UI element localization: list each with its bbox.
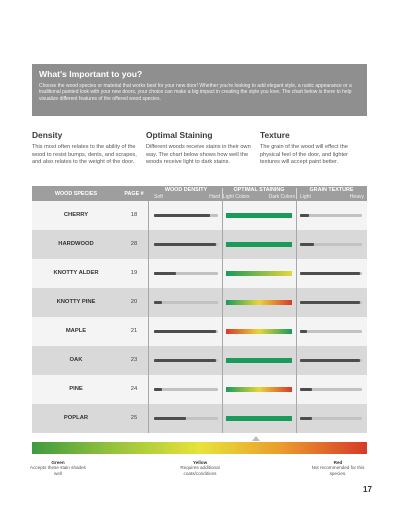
legend-yellow — [170, 460, 230, 476]
density-bar-fill — [154, 417, 186, 420]
density-bar-fill — [154, 243, 216, 246]
table-body — [32, 201, 367, 433]
column-divider — [296, 346, 297, 375]
texture-bar-track — [300, 359, 362, 362]
density-bar-track — [154, 359, 218, 362]
header-texture: GRAIN TEXTURE — [309, 187, 354, 193]
column-divider — [148, 259, 149, 288]
density-bar-track — [154, 330, 218, 333]
staining-bar — [226, 213, 292, 218]
species-name: HARDWOOD — [58, 241, 94, 247]
legend-pointer — [252, 436, 260, 441]
species-page: 23 — [130, 357, 138, 363]
staining-bar — [226, 329, 292, 334]
species-page: 21 — [130, 328, 138, 334]
header-page: PAGE # — [124, 191, 144, 197]
column-divider — [296, 317, 297, 346]
column-divider — [222, 230, 223, 259]
column-divider — [296, 259, 297, 288]
header-texture-high: Heavy — [349, 194, 364, 200]
texture-bar-fill — [300, 359, 360, 362]
column-divider — [296, 375, 297, 404]
legend-yellow-desc: Requires additional coats/conditions — [180, 465, 220, 476]
staining-text: Different woods receive stains in their own way. The chart below shows how well the woods receive light to dark stains. — [146, 144, 251, 166]
column-divider — [148, 375, 149, 404]
species-page: 18 — [130, 212, 138, 218]
species-name: KNOTTY PINE — [56, 299, 96, 305]
staining-bar — [226, 416, 292, 421]
legend-red-label: Red — [333, 460, 343, 465]
feature-columns — [32, 130, 372, 178]
density-bar-track — [154, 214, 218, 217]
column-divider — [222, 201, 223, 230]
species-page: 28 — [130, 241, 138, 247]
species-page: 20 — [130, 299, 138, 305]
texture-bar-fill — [300, 301, 360, 304]
species-name: MAPLE — [65, 328, 87, 334]
header-density-low: Soft — [154, 194, 163, 200]
wood-species-table — [32, 186, 367, 433]
column-divider — [222, 259, 223, 288]
column-divider — [296, 404, 297, 433]
column-divider — [296, 288, 297, 317]
species-page: 19 — [130, 270, 138, 276]
species-page: 24 — [130, 386, 138, 392]
legend-green — [28, 460, 88, 476]
intro-title: What's Important to you? — [39, 69, 143, 79]
column-divider — [148, 317, 149, 346]
texture-bar-track — [300, 388, 362, 391]
density-bar-fill — [154, 359, 216, 362]
intro-box — [32, 64, 367, 116]
density-bar-track — [154, 243, 218, 246]
texture-bar-fill — [300, 388, 312, 391]
density-bar-fill — [154, 214, 210, 217]
stain-legend-gradient — [32, 442, 367, 454]
column-divider — [148, 288, 149, 317]
density-text: This most often relates to the ability of the wood to resist bumps, dents, and scrapes, and also relates to the weight of the door. — [32, 144, 137, 166]
texture-title: Texture — [260, 130, 290, 140]
texture-bar-track — [300, 214, 362, 217]
staining-bar — [226, 242, 292, 247]
legend-green-desc: Accepts these stain shades well — [30, 465, 86, 476]
table-header — [32, 186, 367, 201]
header-species: WOOD SPECIES — [54, 191, 98, 197]
texture-bar-fill — [300, 214, 309, 217]
species-name: PINE — [69, 386, 83, 392]
texture-bar-track — [300, 330, 362, 333]
column-divider — [222, 317, 223, 346]
column-divider — [148, 346, 149, 375]
header-density-high: Hard — [209, 194, 220, 200]
density-column — [32, 130, 140, 167]
table-row — [32, 317, 367, 346]
staining-bar — [226, 271, 292, 276]
staining-bar — [226, 358, 292, 363]
species-page: 25 — [130, 415, 138, 421]
table-row — [32, 375, 367, 404]
texture-column — [260, 130, 368, 167]
species-name: KNOTTY ALDER — [53, 270, 99, 276]
legend-red — [308, 460, 368, 476]
table-row — [32, 346, 367, 375]
column-divider — [222, 375, 223, 404]
texture-bar-fill — [300, 243, 314, 246]
legend-green-label: Green — [51, 460, 65, 465]
density-bar-fill — [154, 272, 176, 275]
column-divider — [222, 404, 223, 433]
texture-bar-fill — [300, 272, 360, 275]
table-row — [32, 404, 367, 433]
page-number: 17 — [363, 485, 372, 494]
staining-title: Optimal Staining — [146, 130, 213, 140]
column-divider — [148, 201, 149, 230]
header-staining-low: Light Colors — [223, 194, 250, 200]
intro-body: Choose the wood species or material that works best for your new door! Whether you're looking to add elegant style, a rustic appearance or a traditional painted look with your new doors, your choice can make a big impact in creating the style you love. The chart below is there to help visualize different features of the offered wood species. — [39, 83, 352, 102]
header-density: WOOD DENSITY — [164, 187, 208, 193]
column-divider — [148, 230, 149, 259]
texture-bar-track — [300, 301, 362, 304]
species-name: OAK — [69, 357, 83, 363]
legend-red-desc: Not recommended for this species. — [311, 465, 365, 476]
table-row — [32, 230, 367, 259]
column-divider — [222, 288, 223, 317]
species-name: POPLAR — [63, 415, 89, 421]
texture-bar-fill — [300, 330, 307, 333]
density-bar-track — [154, 417, 218, 420]
table-row — [32, 288, 367, 317]
header-staining: OPTIMAL STAINING — [233, 187, 285, 193]
texture-bar-track — [300, 417, 362, 420]
density-bar-track — [154, 272, 218, 275]
density-title: Density — [32, 130, 63, 140]
species-name: CHERRY — [63, 212, 89, 218]
column-divider — [296, 201, 297, 230]
column-divider — [296, 230, 297, 259]
header-staining-high: Dark Colors — [268, 194, 295, 200]
staining-bar — [226, 300, 292, 305]
texture-bar-fill — [300, 417, 312, 420]
header-texture-low: Light — [300, 194, 311, 200]
density-bar-track — [154, 388, 218, 391]
texture-bar-track — [300, 243, 362, 246]
column-divider — [222, 346, 223, 375]
density-bar-fill — [154, 330, 216, 333]
staining-column — [146, 130, 254, 167]
table-row — [32, 259, 367, 288]
texture-text: The grain of the wood will effect the physical feel of the door, and lighter textures will accept paint better. — [260, 144, 349, 166]
table-row — [32, 201, 367, 230]
legend-yellow-label: Yellow — [192, 460, 208, 465]
density-bar-fill — [154, 301, 162, 304]
texture-bar-track — [300, 272, 362, 275]
density-bar-track — [154, 301, 218, 304]
density-bar-fill — [154, 388, 162, 391]
column-divider — [148, 404, 149, 433]
staining-bar — [226, 387, 292, 392]
